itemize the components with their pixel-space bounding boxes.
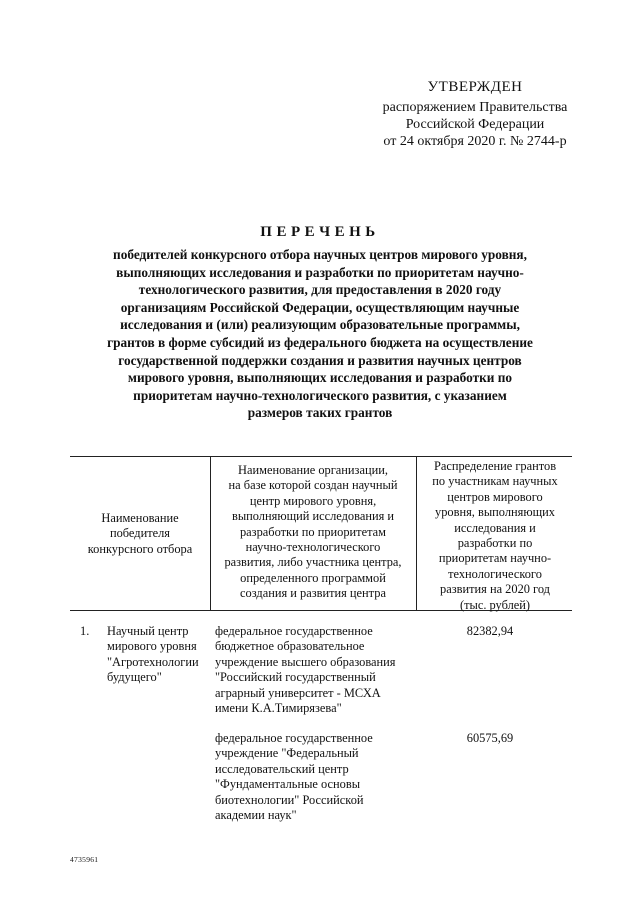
table-column-divider bbox=[210, 456, 211, 610]
approval-stamp: УТВЕРЖДЕН bbox=[427, 79, 523, 95]
table-header-winner: Наименование победителя конкурсного отбора bbox=[87, 511, 193, 556]
table-header-organization: Наименование организации, на базе которой создан научный центр мирового уровня, выполняющий исследования и разработки по приоритетам научно-технологического развития, либо участника центра, определенного программой создания и развития центра bbox=[224, 463, 402, 601]
subtitle-line: мирового уровня, выполняющих исследования и разработки по bbox=[127, 370, 513, 386]
approval-line: от 24 октября 2020 г. № 2744-р bbox=[383, 134, 567, 149]
table-header-grant: Распределение грантов по участникам научных центров мирового уровня, выполняющих исследования и разработки по приоритетам научно- технологического развития на 2020 год (тыс. рублей) bbox=[432, 459, 558, 612]
table-top-rule bbox=[70, 456, 572, 457]
document-number: 4735961 bbox=[70, 855, 99, 864]
subtitle-line: грантов в форме субсидий из федерального бюджета на осуществление bbox=[107, 334, 533, 350]
subtitle-line: победителей конкурсного отбора научных центров мирового уровня, bbox=[113, 247, 527, 262]
row-number: 1. bbox=[80, 624, 90, 638]
subtitle-line: государственной поддержки создания и развития научных центров bbox=[118, 352, 522, 368]
document-title: ПЕРЕЧЕНЬ bbox=[260, 224, 380, 240]
subtitle-line: размеров таких грантов bbox=[247, 405, 393, 421]
subtitle-line: технологического развития, для предоставления в 2020 году bbox=[138, 282, 502, 298]
document-subtitle bbox=[80, 246, 560, 422]
subtitle-line: организациям Российской Федерации, осуществляющим научные bbox=[120, 299, 520, 315]
subtitle-line: приоритетам научно-технологического развития, с указанием bbox=[133, 387, 507, 403]
approval-line: распоряжением Правительства bbox=[382, 100, 568, 115]
table-column-divider bbox=[416, 456, 417, 610]
grant-amount: 82382,94 bbox=[466, 624, 514, 638]
approval-block bbox=[330, 79, 620, 150]
organization-name: федеральное государственное бюджетное образовательное учреждение высшего образования "Российский государственный аграрный университет - МСХА имени К.А.Тимирязева" bbox=[215, 624, 396, 716]
organization-name: федеральное государственное учреждение "Федеральный исследовательский центр "Фундаментальные основы биотехнологии" Российской академии наук" bbox=[215, 731, 373, 823]
grant-amount: 60575,69 bbox=[466, 731, 514, 745]
approval-line: Российской Федерации bbox=[405, 117, 545, 132]
subtitle-line: исследования и (или) реализующим образовательные программы, bbox=[120, 317, 520, 333]
subtitle-line: выполняющих исследования и разработки по приоритетам научно- bbox=[116, 264, 524, 280]
row-winner: Научный центр мирового уровня "Агротехнологии будущего" bbox=[107, 624, 199, 685]
